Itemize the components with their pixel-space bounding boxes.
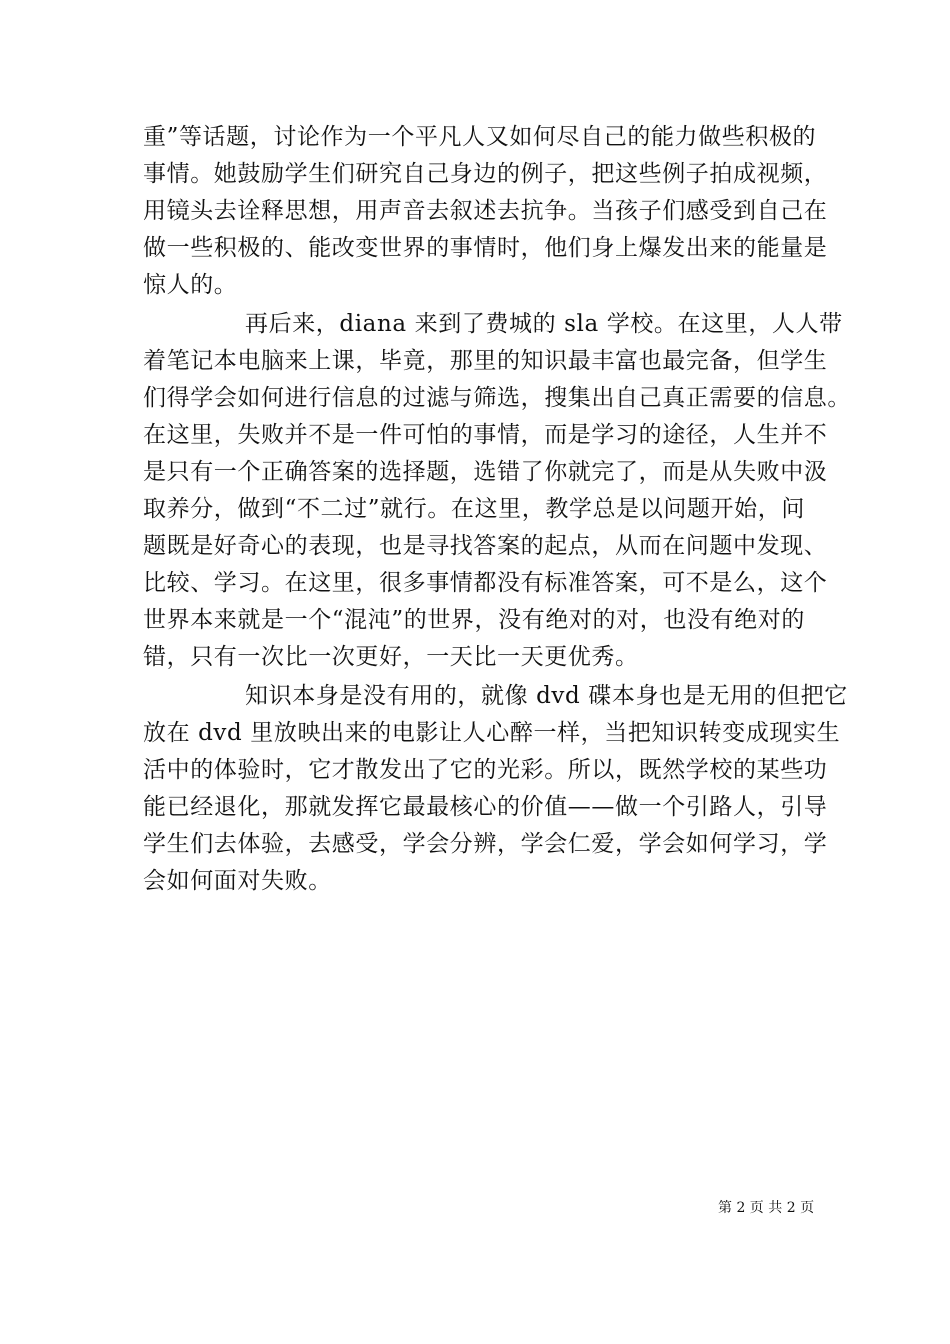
text-line: 事情。她鼓励学生们研究自己身边的例子，把这些例子拍成视频， — [143, 161, 828, 187]
text-line: 能已经退化，那就发挥它最最核心的价值——做一个引路人，引导 — [143, 794, 828, 820]
paragraph-start-line: 知识本身是没有用的，就像 dvd 碟本身也是无用的但把它 — [245, 683, 848, 709]
text-line: 世界本来就是一个“混沌”的世界，没有绝对的对，也没有绝对的 — [143, 607, 805, 633]
text-line: 惊人的。 — [143, 272, 238, 298]
text-line: 们得学会如何进行信息的过滤与筛选，搜集出自己真正需要的信息。 — [143, 385, 851, 411]
text-line: 着笔记本电脑来上课，毕竟，那里的知识最丰富也最完备，但学生 — [143, 348, 828, 374]
text-line: 错，只有一次比一次更好，一天比一天更优秀。 — [143, 644, 639, 670]
paragraph-start-line: 再后来，diana 来到了费城的 sla 学校。在这里，人人带 — [245, 311, 843, 337]
text-line: 重”等话题，讨论作为一个平凡人又如何尽自己的能力做些积极的 — [143, 124, 817, 150]
page-number-footer: 第 2 页 共 2 页 — [718, 1200, 815, 1216]
text-line: 放在 dvd 里放映出来的电影让人心醉一样，当把知识转变成现实生 — [143, 720, 841, 746]
text-line: 在这里，失败并不是一件可怕的事情，而是学习的途径，人生并不 — [143, 422, 828, 448]
text-line: 学生们去体验，去感受，学会分辨，学会仁爱，学会如何学习，学 — [143, 831, 828, 857]
text-line: 取养分，做到“不二过”就行。在这里，教学总是以问题开始，问 — [143, 496, 805, 522]
text-line: 会如何面对失败。 — [143, 868, 332, 894]
text-line: 比较、学习。在这里，很多事情都没有标准答案，可不是么，这个 — [143, 570, 828, 596]
text-line: 做一些积极的、能改变世界的事情时，他们身上爆发出来的能量是 — [143, 235, 828, 261]
text-line: 题既是好奇心的表现，也是寻找答案的起点，从而在问题中发现、 — [143, 533, 828, 559]
text-line: 是只有一个正确答案的选择题，选错了你就完了，而是从失败中汲 — [143, 459, 828, 485]
text-line: 活中的体验时，它才散发出了它的光彩。所以，既然学校的某些功 — [143, 757, 828, 783]
text-line: 用镜头去诠释思想，用声音去叙述去抗争。当孩子们感受到自己在 — [143, 198, 828, 224]
